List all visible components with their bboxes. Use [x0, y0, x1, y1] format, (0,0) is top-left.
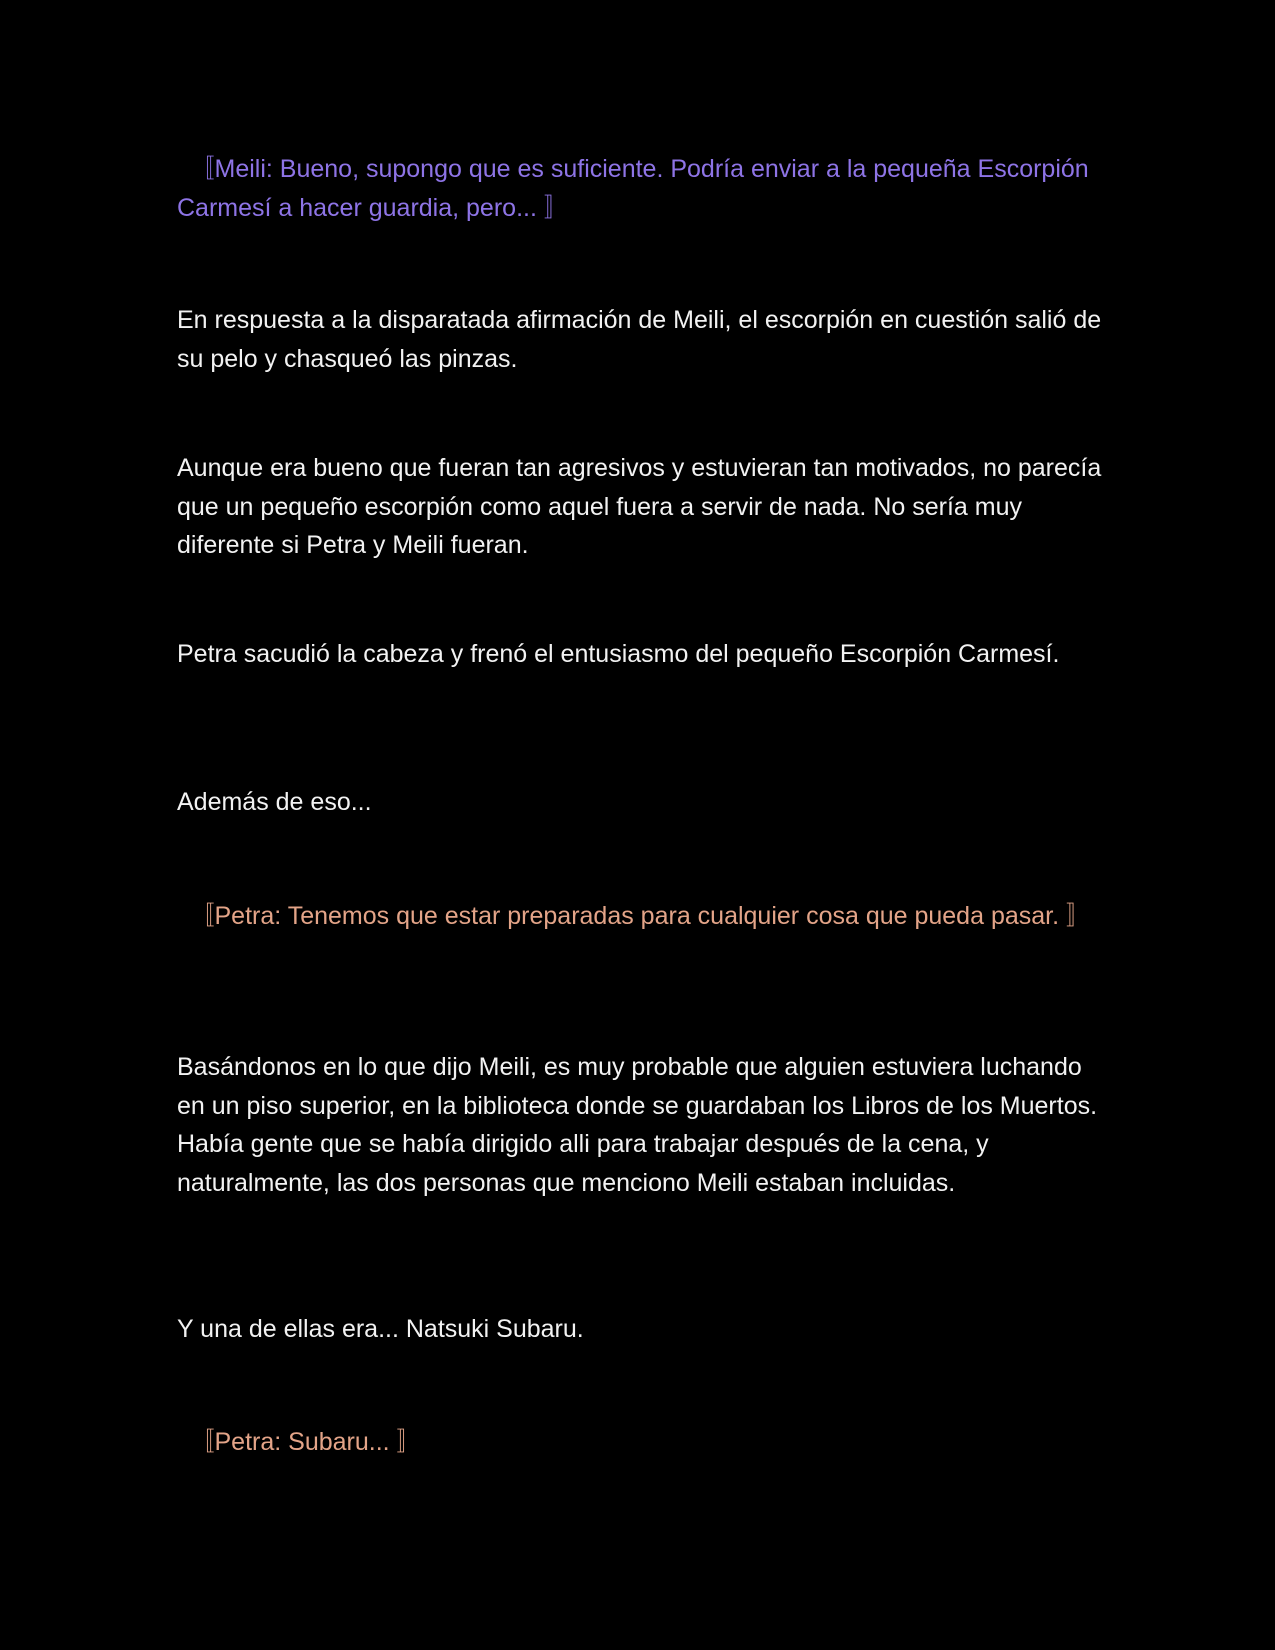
narration-scorpion-response: En respuesta a la disparatada afirmación de Meili, el escorpión en cuestión salió de su pelo y chasqueó las pinzas.: [177, 306, 1102, 373]
narration-petra-shakes-head: Petra sacudió la cabeza y frenó el entusiasmo del pequeño Escorpión Carmesí.: [177, 640, 1060, 668]
narration-library-fight: Basándonos en lo que dijo Meili, es muy probable que alguien estuviera luchando en un piso superior, en la biblioteca donde se guardaban los Libros de los Muertos. Había gente que se había dirigido alli para trabajar después de la cena, y naturalmente, las dos personas que menciono Meili estaban incluidas.: [177, 1053, 1098, 1197]
narration-natsuki-subaru: Y una de ellas era... Natsuki Subaru.: [177, 1315, 584, 1343]
dialogue-petra-subaru: 〚Petra: Subaru... 〛: [177, 1428, 422, 1456]
dialogue-petra-prepared: 〚Petra: Tenemos que estar preparadas para cualquier cosa que pueda pasar. 〛: [177, 902, 1091, 930]
dialogue-meili-guard: 〚Meili: Bueno, supongo que es suficiente. Podría enviar a la pequeña Escorpión Carmesí a hacer guardia, pero... 〛: [177, 155, 1089, 222]
narration-scorpion-motivation: Aunque era bueno que fueran tan agresivos y estuvieran tan motivados, no parecía que un pequeño escorpión como aquel fuera a servir de nada. No sería muy diferente si Petra y Meili fueran.: [177, 454, 1102, 559]
narration-besides: Además de eso...: [177, 788, 372, 816]
